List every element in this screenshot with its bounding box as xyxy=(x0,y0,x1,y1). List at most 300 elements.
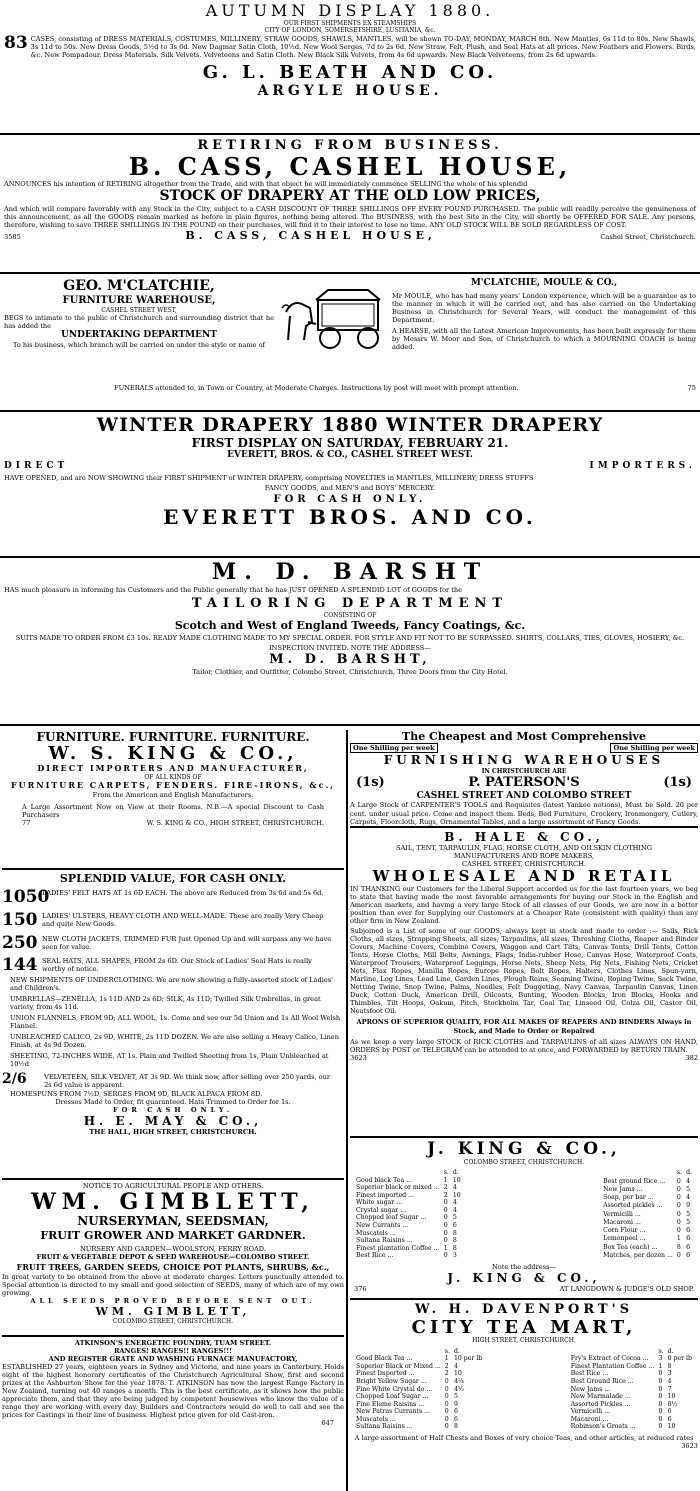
davenport-price-row xyxy=(354,1408,484,1416)
davenport-price-cell: 1 xyxy=(658,1362,663,1370)
davenport-price-cell: 0 xyxy=(444,1408,449,1416)
jking-price-cell: 5 xyxy=(686,1185,690,1193)
cass-body: And which will compare favorably with any Stock in the City, subject to a CASH DISCOUNT OF THREE SHILLINGS OFF EVERY POUND PURCHASED. The public will readily perceive the genuineness of this announcement, as all the GOODS remain marked as before in plain figures, nothing being altered. The BUSINESS, with the best Site in the City, will shortly be OFFERED FOR SALE. Any persons, therefore, wishing to save THREE SHILLINGS IN THE POUND on their purchases, will find it to their interest to lose no time. ANY OLD STOCK WILL BE SOLD REGARDLESS OF COST. xyxy=(4,204,696,229)
atkinson-sub: AND REGISTER GRATE AND WASHING FURNACE MANUFACTORY, xyxy=(48,1355,298,1364)
davenport-price-cell: Finest Plantation Coffee ... xyxy=(570,1362,655,1370)
jking-price-header-cell: s. xyxy=(443,1169,449,1176)
paterson-advert xyxy=(350,730,698,826)
jking-price-header-row xyxy=(354,1169,463,1177)
davenport-price-cell: 6 xyxy=(453,1415,458,1423)
may-p4: UNBLEACHED CALICO, 2s 9D, WHITE, 2s 11D DOZEN. We are also selling a Heavy Calico, Linen Finish, at 4s 9d Dozen. xyxy=(10,1033,339,1050)
beath-sub2: CITY OF LONDON, SOMERSETSHIRE, LUSITANIA, &c. xyxy=(264,26,436,34)
davenport-price-cell: 0 xyxy=(444,1385,449,1393)
jking-price-cell: 0 xyxy=(443,1206,448,1214)
may-advert xyxy=(2,870,344,1178)
davenport-price-cell: 0 xyxy=(658,1408,663,1416)
davenport-advert xyxy=(350,1300,698,1490)
jking-price-cell: Vermicilli ... xyxy=(603,1210,641,1218)
davenport-price-row xyxy=(569,1378,694,1386)
jking-price-row xyxy=(601,1186,694,1194)
gimblett-addr2: FRUIT & VEGETABLE DEPOT & SEED WAREHOUSE—COLOMBO STREET. xyxy=(36,1252,310,1261)
paterson-left-box: One Shilling per week xyxy=(350,743,438,753)
jking-price-cell: 4 xyxy=(452,1206,457,1214)
may-header: SPLENDID VALUE, FOR CASH ONLY. xyxy=(59,872,287,885)
may-item xyxy=(2,910,344,931)
davenport-price-cell: 0 xyxy=(658,1423,663,1431)
cass-name: B. CASS, CASHEL HOUSE, xyxy=(128,151,572,181)
davenport-price-cell: 0 xyxy=(658,1370,663,1378)
hale-foot: As we keep a very large STOCK of RICK CLOTHS and TARPAULINS of all sizes ALWAYS ON HAND, ORDERS by POST or TELEGRAM can be attended to at once, and FORWARDED by RETURN TRAIN. xyxy=(350,1037,698,1054)
davenport-price-row xyxy=(569,1363,694,1371)
davenport-price-cell: New Patras Currants ... xyxy=(356,1408,431,1416)
cass-foot: B. CASS, CASHEL HOUSE, xyxy=(185,228,436,242)
jking-price-cell: 0 xyxy=(443,1237,448,1245)
wsking-header: FURNITURE. FURNITURE. FURNITURE. xyxy=(36,730,310,744)
jking-price-row xyxy=(601,1243,694,1251)
gimblett-foot: WM. GIMBLETT, xyxy=(95,1304,251,1318)
jking-price-cell: 4 xyxy=(452,1184,457,1192)
everett-sub1: FIRST DISPLAY ON SATURDAY, FEBRUARY 21. xyxy=(191,435,509,450)
davenport-price-row xyxy=(569,1393,694,1401)
jking-price-cell: 4 xyxy=(452,1199,457,1207)
may-p6-number: 2/6 xyxy=(2,1071,27,1088)
davenport-address: HIGH STREET, CHRISTCHURCH. xyxy=(472,1337,576,1345)
jking-price-cell: 0 xyxy=(676,1202,681,1210)
hale-name: B. HALE & CO., xyxy=(444,830,604,844)
hale-aprons: APRONS OF SUPERIOR QUALITY, FOR ALL MAKES OF REAPERS AND BINDERS Always in Stock, and Made to Order or Repaired xyxy=(356,1018,692,1035)
jking-price-cell: Good black Tea ... xyxy=(356,1176,412,1184)
may-item xyxy=(2,933,344,954)
jking-address: COLOMBO STREET, CHRISTCHURCH. xyxy=(463,1158,585,1166)
jking-price-cell: Best Rice ... xyxy=(356,1252,394,1260)
davenport-price-row xyxy=(569,1408,694,1416)
jking-price-row xyxy=(354,1199,463,1207)
jking-price-row xyxy=(601,1219,694,1227)
everett-title: WINTER DRAPERY 1880 WINTER DRAPERY xyxy=(96,415,604,436)
davenport-price-row xyxy=(354,1378,484,1386)
hearse-illustration xyxy=(278,282,388,352)
gimblett-sub2: FRUIT GROWER AND MARKET GARDNER. xyxy=(40,1228,306,1242)
jking-price-list-right xyxy=(601,1169,694,1260)
atkinson-advert xyxy=(2,1337,344,1487)
beath-house: ARGYLE HOUSE. xyxy=(257,83,443,100)
beath-sub1: OUR FIRST SHIPMENTS EX STEAMSHIPS xyxy=(283,19,417,27)
wsking-line1: DIRECT IMPORTERS AND MANUFACTURER, xyxy=(37,763,309,774)
jking-price-cell: 3 xyxy=(452,1252,457,1260)
jking-price-cell: 0 xyxy=(443,1229,448,1237)
gimblett-advert xyxy=(2,1180,344,1335)
davenport-price-cell: 6 xyxy=(453,1408,458,1416)
jking-price-row xyxy=(601,1227,694,1235)
divider xyxy=(0,133,700,135)
may-item-number: 144 xyxy=(2,955,38,976)
jking-price-cell: Corn Flour ... xyxy=(603,1227,646,1235)
hale-ref: 382 xyxy=(685,1053,698,1062)
paterson-body: A Large Stock of CARPENTER'S TOOLS and Requisites (latest Yankee notions), Must be Sold. 20 per cent. under usual price. Come and inspect them. Beds, Bed Furniture, Crockery, Ironmongery, Cutlery, Carpets, Floorcloth, Rugs, Ornamental Tables, and a large assortment of Fancy Goods. xyxy=(350,801,698,826)
jking-price-cell: Sultana Raisins ... xyxy=(356,1237,413,1245)
atkinson-body: ESTABLISHED 27 years, eighteen years in Sydney and Victoria, and nine years in Canterbury. Holds eight of the highest honorary certificates of the Christchurch Agricultural Show, first and second prizes at the Ashburton Show for the year 1878. T. ATKINSON has now the largest Range Factory in New Zealand, turning out 40 ranges a month. This is the best certificate, as it shows how the public appreciate them, and that they are being judged by competent housewives who know the value of a range they are working with every day. Builders and Contractors would do well to call and see the prices for Castings in their line of business. Highest price given for old Cast-iron. xyxy=(2,1363,344,1420)
jking-price-cell: Superior black or mixed ... xyxy=(356,1184,440,1192)
davenport-price-cell: 3 xyxy=(667,1370,672,1378)
jking-advert xyxy=(350,1138,698,1298)
everett-cash: FOR CASH ONLY. xyxy=(273,494,427,506)
davenport-price-cell: 4½ xyxy=(453,1385,464,1393)
davenport-price-cell: 4 xyxy=(667,1377,672,1385)
cass-address: Cashel Street, Christchurch. xyxy=(600,232,696,241)
davenport-price-row xyxy=(569,1370,694,1378)
davenport-price-cell: 1 xyxy=(444,1355,449,1363)
davenport-price-cell: 0 xyxy=(444,1393,449,1401)
may-p7: HOMESPUNS FROM 7½D, SERGES FROM 9D, BLACK ALPACA FROM 8D. xyxy=(10,1089,263,1098)
hale-sub1: SAIL, TENT, TARPAULIN, FLAG, HORSE CLOTH, AND OILSKIN CLOTHING xyxy=(396,844,652,853)
may-item-text: NEW CLOTH JACKETS, TRIMMED FUR Just Opened Up and will surpass any we have seen for value. xyxy=(42,934,332,951)
may-p8: Dresses Made to Order, fit guaranteed. Hats Trimmed to Order for 1s. xyxy=(55,1097,291,1106)
cass-header: RETIRING FROM BUSINESS. xyxy=(197,138,503,153)
mclatchie-street: CASHEL STREET WEST, xyxy=(101,306,177,314)
davenport-price-cell: 0 xyxy=(444,1415,449,1423)
davenport-price-row xyxy=(354,1393,484,1401)
davenport-price-header-row xyxy=(354,1348,484,1356)
hale-address: CASHEL STREET, CHRISTCHURCH. xyxy=(462,860,586,869)
cass-stock: STOCK OF DRAPERY AT THE OLD LOW PRICES, xyxy=(159,188,541,205)
jking-price-cell: Matches, per dozen ... xyxy=(603,1251,673,1259)
barsht-tweeds: Scotch and West of England Tweeds, Fancy Coatings, &c. xyxy=(174,619,526,633)
jking-price-header-cell xyxy=(354,1169,442,1177)
everett-sub2: EVERETT, BROS. & CO., CASHEL STREET WEST. xyxy=(227,450,473,461)
wsking-line2: FURNITURE CARPETS, FENDERS. FIRE-IRONS, &c., xyxy=(10,780,336,791)
moule-name: M'CLATCHIE, MOULE & CO., xyxy=(470,278,618,288)
jking-price-cell: 2 xyxy=(443,1191,448,1199)
mclatchie-dept: UNDERTAKING DEPARTMENT xyxy=(61,330,217,341)
may-item-text: SEAL HATS, ALL SHAPES, FROM 2s 6D. Our Stock of Ladies' Seal Hats is really worthy of notice. xyxy=(42,957,312,974)
divider xyxy=(0,272,700,274)
may-item xyxy=(2,887,344,908)
gimblett-addr1: NURSERY AND GARDEN—WOOLSTON, FERRY ROAD. xyxy=(80,1244,266,1253)
jking-price-cell: 6 xyxy=(686,1243,690,1251)
barsht-address: Tailor, Clothier, and Outfitter, Colombo Street, Christchurch, Three Doors from the City Hotel. xyxy=(192,667,508,676)
mclatchie-name: GEO. M'CLATCHIE, xyxy=(63,278,215,294)
divider xyxy=(0,410,700,412)
davenport-price-cell: 0 xyxy=(658,1393,663,1401)
barsht-invite: INSPECTION INVITED. NOTE THE ADDRESS— xyxy=(269,644,431,653)
jking-price-list-left xyxy=(354,1169,463,1260)
jking-name: J. KING & CO., xyxy=(427,1139,621,1159)
gimblett-notice: NOTICE TO AGRICULTURAL PEOPLE AND OTHERS. xyxy=(82,1182,264,1190)
davenport-price-row xyxy=(569,1416,694,1424)
davenport-price-cell: Fine Eleme Raisins ... xyxy=(356,1400,425,1408)
davenport-price-row xyxy=(354,1370,484,1378)
mclatchie-sub: FURNITURE WAREHOUSE, xyxy=(62,294,216,306)
davenport-price-cell: 0 per lb xyxy=(667,1355,692,1363)
davenport-price-cell: 4¼ xyxy=(453,1377,464,1385)
mclatchie-advert xyxy=(0,278,700,398)
jking-price-cell: 0 xyxy=(676,1194,681,1202)
davenport-price-header-cell xyxy=(569,1348,657,1356)
jking-price-cell: 0 xyxy=(676,1218,681,1226)
hearse-icon xyxy=(278,282,388,352)
jking-price-cell: 0 xyxy=(443,1252,448,1260)
jking-price-cell: Chopped loaf Sugar ... xyxy=(356,1214,427,1222)
davenport-price-cell: New Jams ... xyxy=(570,1385,611,1393)
beath-body: CASES, consisting of DRESS MATERIALS, COSTUMES, MILLINERY, STRAW GOODS, SHAWLS, MANTLES, will be shown TO-DAY, MONDAY, MARCH 8th. New Mantles, 6s 11d to 80s. New Shawls, 3s 11d to 50s. New Dress Goods, 5½d to 3s 6d. New Dagmar Satin Cloth, 10½d. New Wool Serges, 7d to 2s 6d. New Straw, Felt, Plush, and Seal Hats at all prices. New Feathers and Flowers. Birds, &c. New Pompadour. Dress Materials. Silk Velvets. Velveteens and Satin Cloth. New Black Silk Velvets, from 4s 6d upwards. New Black Velveteens, from 2s 6d upwards. xyxy=(30,35,696,60)
davenport-price-cell: Chopped Loaf Sugar ... xyxy=(356,1393,429,1401)
left-column xyxy=(2,730,344,1491)
davenport-price-cell: 3 xyxy=(658,1355,663,1363)
everett-advert xyxy=(0,415,700,552)
davenport-price-row xyxy=(354,1401,484,1409)
jking-price-cell: 6 xyxy=(686,1251,690,1259)
jking-price-header-cell: s. xyxy=(676,1169,683,1177)
davenport-price-cell: New Marmalade ... xyxy=(570,1393,631,1401)
jking-price-cell: Best ground Rice ... xyxy=(603,1177,666,1185)
jking-price-cell: 9 xyxy=(686,1202,690,1210)
davenport-price-cell: 8½ xyxy=(667,1400,678,1408)
jking-price-row xyxy=(354,1222,463,1230)
jking-note: Note the address— xyxy=(491,1262,557,1271)
jking-price-cell: 5 xyxy=(686,1210,690,1218)
davenport-price-cell: Fine White Crystal do ... xyxy=(356,1385,433,1393)
jking-price-row xyxy=(354,1207,463,1215)
paterson-s2: (1s) xyxy=(663,774,692,790)
divider xyxy=(0,556,700,558)
paterson-header: The Cheapest and Most Comprehensive xyxy=(402,730,646,743)
everett-direct: DIRECT xyxy=(4,461,69,472)
davenport-price-cell: 9 xyxy=(453,1400,458,1408)
davenport-price-cell: 7 xyxy=(667,1385,672,1393)
wsking-advert xyxy=(2,730,344,868)
jking-price-row xyxy=(601,1177,694,1185)
davenport-price-header-row xyxy=(569,1348,694,1356)
cass-ref: 3585 xyxy=(4,232,21,241)
gimblett-seeds: ALL SEEDS PROVED BEFORE SENT OUT. xyxy=(30,1296,316,1305)
jking-price-cell: Box Tea (each) ... xyxy=(603,1243,658,1251)
jking-price-cell: 0 xyxy=(676,1251,681,1259)
wsking-address: W. S. KING & CO., HIGH STREET, CHRISTCHURCH. xyxy=(146,819,324,828)
jking-price-row xyxy=(601,1210,694,1218)
davenport-price-cell: 0 xyxy=(658,1415,663,1423)
jking-price-header-cell: d. xyxy=(686,1169,692,1177)
may-item-number: 250 xyxy=(2,932,38,953)
may-item-text: LADIES' FELT HATS AT 1s 6D EACH. The above are Reduced from 3s 6d and 5s 6d. xyxy=(42,889,324,898)
davenport-price-cell: 4 xyxy=(453,1362,458,1370)
gimblett-foot-address: COLOMBO STREET, CHRISTCHURCH. xyxy=(112,1317,234,1325)
davenport-price-row xyxy=(569,1401,694,1409)
may-items xyxy=(2,887,344,976)
barsht-body: HAS much pleasure in informing his Customers and the Public generally that he has JUST OPENED A SPLENDID LOT of GOODS for the xyxy=(4,586,463,595)
barsht-dept: TAILORING DEPARTMENT xyxy=(191,596,509,612)
jking-price-cell: 6 xyxy=(452,1221,457,1229)
wsking-body: A Large Assortment Now on View at their Rooms. N.B.—A special Discount to Cash Purchasers xyxy=(22,803,324,820)
jking-price-row xyxy=(601,1252,694,1260)
jking-price-cell: White sugar ... xyxy=(356,1199,403,1207)
davenport-price-cell: 0 xyxy=(444,1377,449,1385)
hale-title: WHOLESALE AND RETAIL xyxy=(372,867,676,886)
jking-price-row xyxy=(354,1184,463,1192)
jking-price-cell: 5 xyxy=(686,1218,690,1226)
davenport-price-cell: Best Ground Rice ... xyxy=(570,1377,634,1385)
cass-advert xyxy=(0,138,700,268)
davenport-price-row xyxy=(354,1355,484,1363)
gimblett-name: WM. GIMBLETT, xyxy=(31,1189,315,1216)
davenport-price-cell: Sultana Raisins ... xyxy=(356,1423,413,1431)
jking-price-cell: 6 xyxy=(686,1227,690,1235)
davenport-price-cell: Bright Yellow Sugar ... xyxy=(356,1377,427,1385)
davenport-price-cell: Fry's Extract of Cocoa ... xyxy=(570,1355,649,1363)
may-p6: VELVETEEN, SILK VELVET, AT 3s 9D. We think now, after selling over 250 yards, our 2s 6d value is apparent. xyxy=(44,1073,331,1090)
hale-body: IN THANKING our Customers for the Liberal Support accorded us for the last fourteen years, we beg to state that having made the most favorable arrangements for buying our Stock in the English and American markets, and having a very large Stock of all classes of our Goods, we are now in a better position than ever for Supplying our Customers at a Cheaper Rate (consistent with quality) than any other firm in New Zealand. xyxy=(350,884,698,926)
may-cash: FOR CASH ONLY. xyxy=(113,1105,233,1114)
davenport-price-row xyxy=(354,1423,484,1431)
davenport-price-cell: 10 xyxy=(667,1423,676,1431)
davenport-price-row xyxy=(354,1386,484,1394)
jking-price-row xyxy=(601,1194,694,1202)
davenport-price-cell: 2 xyxy=(444,1370,449,1378)
davenport-price-cell: 0 xyxy=(444,1400,449,1408)
paterson-s1: (1s) xyxy=(356,774,385,790)
davenport-foot: A large assortment of Half Chests and Boxes of very choice Teas, and other articles, at reduced rates xyxy=(354,1433,694,1442)
jking-foot: J. KING & CO., xyxy=(447,1270,601,1285)
everett-name: EVERETT BROS. AND CO. xyxy=(163,505,537,530)
beath-number: 83 xyxy=(4,33,28,54)
hale-advert xyxy=(350,828,698,1136)
davenport-price-cell: 8 xyxy=(667,1362,672,1370)
column-divider xyxy=(346,730,348,1491)
atkinson-ranges: RANGES! RANGES!! RANGES!!! xyxy=(113,1347,233,1356)
jking-price-cell: 0 xyxy=(676,1227,681,1235)
jking-price-cell: 4 xyxy=(686,1177,690,1185)
jking-price-cell: 10 xyxy=(452,1176,461,1184)
moule-body2: A HEARSE, with all the Latest American Improvements, has been built expressly for them by Messrs W. Moor and Son, of Christchurch to which a MOURNING COACH is being added. xyxy=(392,327,696,352)
beath-advert xyxy=(0,2,700,127)
mclatchie-body: BEGS to intimate to the public of Christchurch and surrounding district that he has added the xyxy=(4,314,274,331)
jking-price-row xyxy=(601,1235,694,1243)
hale-body2: Subjoined is a List of some of our GOODS, always kept in stock and made to order :— Sails, Rick Cloths, all sizes, Strapping Sheets, all sizes, Tarpaulins, all sizes, Threshing Cloths, Reaper and Binder Covers, Machine Covers, Combine Covers, Waggon and Cart Tilts, Canvas Tents, Drill Tents, Cotton Tents, Horse Cloths, Mill Belts, Awnings, Flags, India-rubber Hose, Canvas Hose, Waterproof Coats, Waterproof Trousers, Waterproof Leggings, Horse Nets, Sheep Nets, Pig Nets, Fishing Nets, Cricket Nets, Flax Ropes, Manilla Ropes, Europe Ropes, Bolt Ropes, Halters, Clothes Lines, Spun-yarn, Marline, Log Lines, Lead Line, Garden Lines, Plough Reins, Seaming Twine, Roping Twine, Sack Twine, Netting Twine, Snop Twine, Palms, Needles, Felt Duggeting, Navy Canvas, Tarpaulin Canvas, Linen Duck, Cotton Duck, American Drill, Oilcoats, Bunting, Wooden Blocks, Iron Blocks, Hooks and Thimbles, Tilt Hoops, Oakum, Pitch, Stockholm Tar, Coal Tar, Linseed Oil, Colza Oil, Castor Oil, Neatsfoot Oil. xyxy=(350,927,698,1016)
jking-price-cell: 1 xyxy=(443,1244,448,1252)
davenport-price-row xyxy=(569,1386,694,1394)
jking-price-cell: Muscatels ... xyxy=(356,1229,396,1237)
paterson-name: P. PATERSON'S xyxy=(468,774,580,790)
davenport-price-cell: Assorted Pickles ... xyxy=(570,1400,631,1408)
davenport-price-cell: 0 xyxy=(444,1423,449,1431)
davenport-price-header-cell: s. xyxy=(444,1347,450,1355)
davenport-price-cell: 2 xyxy=(444,1362,449,1370)
jking-price-row xyxy=(601,1202,694,1210)
mclatchie-foot: FUNERALS attended to, in Town or Country, at Moderate Charges. Instructions by post will meet with prompt attention. xyxy=(114,384,519,392)
atkinson-ref: 647 xyxy=(321,1419,334,1428)
may-item-number: 150 xyxy=(2,909,38,930)
barsht-consisting: CONSISTING OF xyxy=(323,611,377,619)
jking-price-row xyxy=(354,1245,463,1253)
davenport-price-cell: Best Rice ... xyxy=(570,1370,609,1378)
jking-price-cell: Finest plantation Coffee ... xyxy=(356,1244,440,1252)
jking-price-cell: 10 xyxy=(452,1191,461,1199)
jking-price-cell: Macaroni ... xyxy=(603,1218,641,1226)
davenport-price-row xyxy=(569,1355,694,1363)
jking-price-row xyxy=(354,1192,463,1200)
jking-price-row xyxy=(354,1214,463,1222)
wsking-name: W. S. KING & CO., xyxy=(48,743,298,765)
davenport-price-cell: Vermicelli ... xyxy=(570,1408,611,1416)
davenport-title: CITY TEA MART, xyxy=(411,1316,637,1338)
wsking-kinds: OF ALL KINDS OF xyxy=(144,773,202,781)
may-item-text: LADIES' ULSTERS, HEAVY CLOTH AND WELL-MADE. These are really Very Cheap and quite New Goods. xyxy=(42,911,324,928)
jking-price-cell: 6 xyxy=(686,1235,690,1243)
davenport-price-cell: 10 xyxy=(453,1370,462,1378)
hale-ref2: 3623 xyxy=(350,1053,367,1062)
jking-ref: 376 xyxy=(354,1285,367,1294)
barsht-body2: SUITS MADE TO ORDER FROM £3 10s. READY MADE CLOTHING MADE TO MY SPECIAL ORDER. FOR STYLE AND FIT NOT TO BE SURPASSED. SHIRTS, COLLARS, TIES, GLOVES, HOSIERY, &c. xyxy=(15,634,685,643)
jking-price-row xyxy=(354,1252,463,1260)
wsking-line3: From the American and English Manufacturers. xyxy=(92,791,254,799)
jking-price-cell: 1 xyxy=(676,1235,681,1243)
davenport-price-cell: 0 xyxy=(658,1385,663,1393)
jking-address2: AT LANGDOWN & JUDGE'S OLD SHOP. xyxy=(559,1285,694,1294)
barsht-name: M. D. BARSHT xyxy=(211,560,489,585)
everett-body: HAVE OPENED, and are NOW SHOWING their FIRST SHIPMENT of WINTER DRAPERY, comprising NOVELTIES in MANTLES, MILLINERY, DRESS STUFFS xyxy=(4,474,534,483)
cass-intro: ANNOUNCES his intention of RETIRING altogether from the Trade, and with that object he will immediately commence SELLING the whole of his splendid xyxy=(4,179,528,188)
barsht-foot: M. D. BARSHT, xyxy=(269,652,431,668)
paterson-right-box: One Shilling per week xyxy=(610,743,698,753)
jking-price-row xyxy=(354,1230,463,1238)
paterson-title: FURNISHING WAREHOUSES xyxy=(383,753,665,768)
davenport-ref: 3623 xyxy=(681,1441,698,1450)
mclatchie-body2: To his business, which branch will be carried on under the style or name of xyxy=(12,341,265,350)
davenport-price-cell: Robinson's Groats ... xyxy=(570,1423,636,1431)
may-p1: NEW SHIPMENTS OF UNDERCLOTHING. We are now showing a fully-assorted stock of Ladies' and Children's. xyxy=(10,976,333,993)
jking-price-header-cell: d. xyxy=(452,1169,459,1176)
may-p3: UNION FLANNELS, FROM 9D; ALL WOOL, 1s. Come and see our 5d Union and 1s All Wool Welsh Flannel. xyxy=(10,1014,341,1031)
paterson-address: CASHEL STREET AND COLOMBO STREET xyxy=(416,790,632,801)
jking-price-cell: 8 xyxy=(452,1237,457,1245)
jking-price-row xyxy=(354,1177,463,1185)
jking-price-cell: 1 xyxy=(443,1176,448,1184)
davenport-price-list-left xyxy=(354,1348,484,1431)
jking-price-cell: 0 xyxy=(676,1185,681,1193)
davenport-price-cell: 0 xyxy=(658,1400,663,1408)
everett-importers: IMPORTERS. xyxy=(589,461,696,472)
gimblett-trees: FRUIT TREES, GARDEN SEEDS, CHOICE POT PLANTS, SHRUBS, &c., xyxy=(16,1261,330,1272)
davenport-price-row xyxy=(354,1363,484,1371)
jking-price-cell: 0 xyxy=(443,1221,448,1229)
davenport-price-row xyxy=(354,1416,484,1424)
jking-price-cell: Soap, per bar ... xyxy=(603,1194,654,1202)
davenport-price-list-right xyxy=(569,1348,694,1431)
jking-price-header-cell xyxy=(601,1169,675,1177)
davenport-price-cell: Muscatels ... xyxy=(356,1415,396,1423)
davenport-price-cell: 10 xyxy=(667,1393,676,1401)
jking-price-row xyxy=(354,1237,463,1245)
wsking-ref: 77 xyxy=(22,819,31,828)
davenport-price-cell: 8 xyxy=(453,1423,458,1431)
davenport-price-cell: 5 xyxy=(453,1393,458,1401)
davenport-price-cell: Good Black Tea ... xyxy=(356,1355,413,1363)
davenport-price-row xyxy=(569,1423,694,1431)
everett-body2: FANCY GOODS, and MEN'S and BOYS' MERCERY. xyxy=(264,484,436,493)
jking-price-cell: 0 xyxy=(676,1210,681,1218)
davenport-price-cell: 6 xyxy=(667,1415,672,1423)
davenport-price-cell: 0 xyxy=(658,1377,663,1385)
atkinson-title: ATKINSON'S ENERGETIC FOUNDRY, TUAM STREET. xyxy=(74,1339,272,1347)
jking-price-cell: 0 xyxy=(443,1214,448,1222)
beath-title: AUTUMN DISPLAY 1880. xyxy=(205,2,495,20)
may-item-number: 1050 xyxy=(2,887,50,908)
hale-sub2: MANUFACTURERS AND ROPE MAKERS, xyxy=(453,852,595,861)
jking-price-cell: 2 xyxy=(443,1184,448,1192)
davenport-price-cell: 6 xyxy=(667,1408,672,1416)
jking-price-cell: Lemonpeel ... xyxy=(603,1235,646,1243)
jking-price-cell: New Currants ... xyxy=(356,1221,409,1229)
jking-price-cell: 4 xyxy=(686,1194,690,1202)
